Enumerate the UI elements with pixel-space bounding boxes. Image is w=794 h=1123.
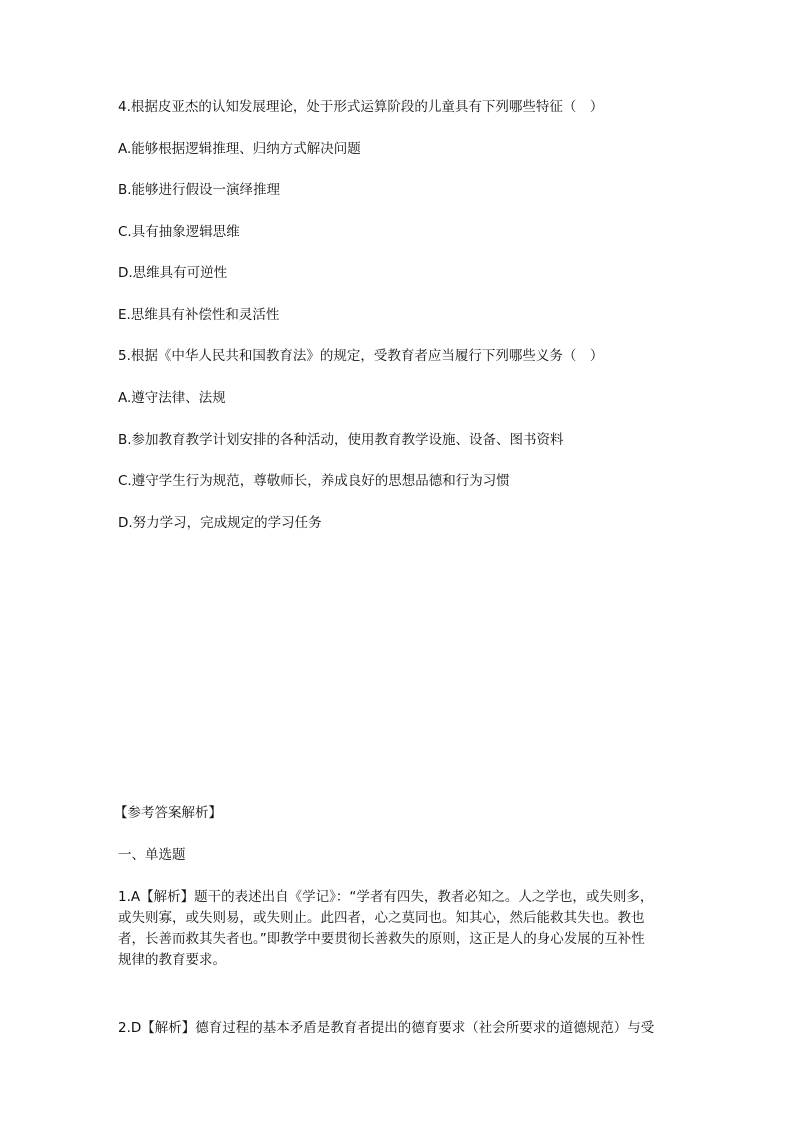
option-e: E.思维具有补偿性和灵活性 <box>118 307 280 323</box>
option-d: D.思维具有可逆性 <box>118 265 228 281</box>
option-c: C.遵守学生行为规范，尊敬师长，养成良好的思想品德和行为习惯 <box>118 473 510 489</box>
question-stem: 5.根据《中华人民共和国教育法》的规定，受教育者应当履行下列哪些义务（ ） <box>118 348 604 364</box>
answer-heading: 【参考答案解析】 <box>114 805 222 821</box>
option-a: A.遵守法律、法规 <box>118 390 226 406</box>
answer-1-line: 者，长善而救其失者也。”即教学中要贯彻长善救失的原则，这正是人的身心发展的互补性 <box>118 931 645 947</box>
question-stem: 4.根据皮亚杰的认知发展理论，处于形式运算阶段的儿童具有下列哪些特征（ ） <box>118 99 604 115</box>
answer-2: 2.D【解析】德育过程的基本矛盾是教育者提出的德育要求（社会所要求的道德规范）与受 <box>118 1020 655 1036</box>
option-b: B.参加教育教学计划安排的各种活动，使用教育教学设施、设备、图书资料 <box>118 432 564 448</box>
section-title: 一、单选题 <box>118 847 186 863</box>
option-b: B.能够进行假设一演绎推理 <box>118 182 281 198</box>
answer-1-line: 1.A【解析】题干的表述出自《学记》：“学者有四失，教者必知之。人之学也，或失则多， <box>118 889 654 905</box>
option-a: A.能够根据逻辑推理、归纳方式解决问题 <box>118 141 361 157</box>
option-c: C.具有抽象逻辑思维 <box>118 224 240 240</box>
answer-1-line: 规律的教育要求。 <box>118 952 226 968</box>
option-d: D.努力学习，完成规定的学习任务 <box>118 515 322 531</box>
answer-1-line: 或失则寡，或失则易，或失则止。此四者，心之莫同也。知其心，然后能救其失也。教也 <box>118 910 645 926</box>
